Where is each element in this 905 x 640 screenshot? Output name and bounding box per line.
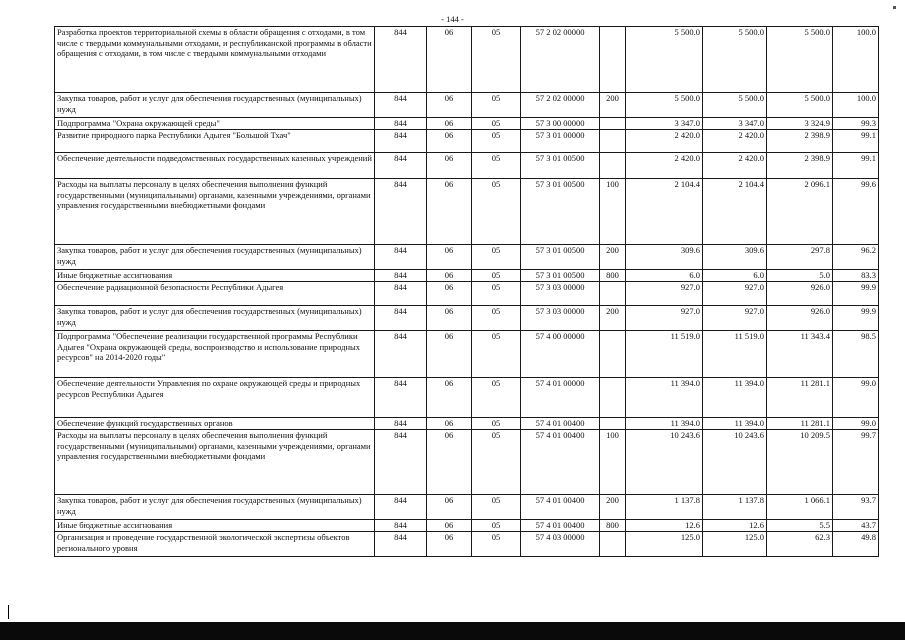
row-name: Обеспечение радиационной безопасности Республики Адыгея — [55, 282, 375, 306]
subsection-code: 05 — [472, 495, 521, 520]
target-item-code: 57 3 01 00500 — [521, 270, 600, 282]
plan-amount-1: 927.0 — [626, 282, 703, 306]
execution-percent: 96.2 — [833, 245, 879, 270]
table-row — [55, 418, 879, 430]
row-name: Разработка проектов территориальной схемы в области обращения с отходами, в том числе с твердыми коммунальными отходами, и республиканской программы в области обращения с отходами, в том числе с твердыми коммунальными отходами — [55, 27, 375, 93]
section-code: 06 — [427, 306, 472, 331]
ministry-code: 844 — [375, 418, 427, 430]
scan-bottom-border — [0, 622, 905, 640]
row-name: Обеспечение функций государственных органов — [55, 418, 375, 430]
execution-percent: 99.9 — [833, 306, 879, 331]
execution-percent: 100.0 — [833, 93, 879, 118]
row-name: Иные бюджетные ассигнования — [55, 270, 375, 282]
row-name: Развитие природного парка Республики Адыгея "Большой Тхач" — [55, 130, 375, 153]
table-row — [55, 306, 879, 331]
subsection-code: 05 — [472, 27, 521, 93]
table-row — [55, 282, 879, 306]
expense-type-code — [600, 118, 626, 130]
actual-amount: 10 209.5 — [767, 430, 833, 495]
expense-type-code: 200 — [600, 93, 626, 118]
target-item-code: 57 2 02 00000 — [521, 27, 600, 93]
table-row — [55, 331, 879, 378]
row-name: Обеспечение деятельности подведомственных государственных казенных учреждений — [55, 153, 375, 179]
target-item-code: 57 3 01 00000 — [521, 130, 600, 153]
row-name: Закупка товаров, работ и услуг для обеспечения государственных (муниципальных) нужд — [55, 245, 375, 270]
target-item-code: 57 4 01 00000 — [521, 378, 600, 418]
execution-percent: 99.6 — [833, 179, 879, 245]
target-item-code: 57 4 03 00000 — [521, 532, 600, 557]
subsection-code: 05 — [472, 93, 521, 118]
plan-amount-1: 5 500.0 — [626, 93, 703, 118]
subsection-code: 05 — [472, 130, 521, 153]
execution-percent: 100.0 — [833, 27, 879, 93]
actual-amount: 926.0 — [767, 282, 833, 306]
section-code: 06 — [427, 130, 472, 153]
actual-amount: 297.8 — [767, 245, 833, 270]
section-code: 06 — [427, 430, 472, 495]
table-row — [55, 130, 879, 153]
ministry-code: 844 — [375, 495, 427, 520]
table-row — [55, 495, 879, 520]
actual-amount: 62.3 — [767, 532, 833, 557]
ministry-code: 844 — [375, 331, 427, 378]
plan-amount-2: 12.6 — [703, 520, 767, 532]
expense-type-code: 200 — [600, 306, 626, 331]
actual-amount: 5 500.0 — [767, 27, 833, 93]
target-item-code: 57 3 00 00000 — [521, 118, 600, 130]
row-name: Закупка товаров, работ и услуг для обеспечения государственных (муниципальных) нужд — [55, 93, 375, 118]
section-code: 06 — [427, 153, 472, 179]
target-item-code: 57 3 01 00500 — [521, 179, 600, 245]
plan-amount-2: 1 137.8 — [703, 495, 767, 520]
execution-percent: 98.5 — [833, 331, 879, 378]
actual-amount: 5.5 — [767, 520, 833, 532]
section-code: 06 — [427, 418, 472, 430]
plan-amount-2: 2 104.4 — [703, 179, 767, 245]
scan-edge-mark — [8, 605, 9, 619]
execution-percent: 99.0 — [833, 418, 879, 430]
execution-percent: 49.8 — [833, 532, 879, 557]
target-item-code: 57 4 01 00400 — [521, 430, 600, 495]
row-name: Обеспечение деятельности Управления по охране окружающей среды и природных ресурсов Республики Адыгея — [55, 378, 375, 418]
actual-amount: 926.0 — [767, 306, 833, 331]
expense-type-code — [600, 331, 626, 378]
plan-amount-1: 2 420.0 — [626, 153, 703, 179]
target-item-code: 57 4 01 00400 — [521, 520, 600, 532]
section-code: 06 — [427, 118, 472, 130]
ministry-code: 844 — [375, 93, 427, 118]
expense-type-code — [600, 418, 626, 430]
expense-type-code — [600, 130, 626, 153]
plan-amount-1: 10 243.6 — [626, 430, 703, 495]
table-row — [55, 520, 879, 532]
execution-percent: 99.1 — [833, 130, 879, 153]
plan-amount-2: 2 420.0 — [703, 130, 767, 153]
budget-table — [54, 26, 879, 557]
expense-type-code — [600, 282, 626, 306]
expense-type-code — [600, 532, 626, 557]
section-code: 06 — [427, 93, 472, 118]
table-row — [55, 179, 879, 245]
row-name: Закупка товаров, работ и услуг для обеспечения государственных (муниципальных) нужд — [55, 306, 375, 331]
plan-amount-2: 5 500.0 — [703, 93, 767, 118]
row-name: Подпрограмма "Обеспечение реализации государственной программы Республики Адыгея "Охрана окружающей среды, воспроизводство и использование природных ресурсов" на 2014-2020 годы" — [55, 331, 375, 378]
plan-amount-1: 2 104.4 — [626, 179, 703, 245]
actual-amount: 11 281.1 — [767, 378, 833, 418]
expense-type-code — [600, 378, 626, 418]
ministry-code: 844 — [375, 245, 427, 270]
ministry-code: 844 — [375, 130, 427, 153]
plan-amount-2: 927.0 — [703, 306, 767, 331]
execution-percent: 93.7 — [833, 495, 879, 520]
subsection-code: 05 — [472, 520, 521, 532]
execution-percent: 99.0 — [833, 378, 879, 418]
row-name: Расходы на выплаты персоналу в целях обеспечения выполнения функций государственными (муниципальными) органами, казенными учреждениями, органами управления государственными внебюджетными фондами — [55, 179, 375, 245]
ministry-code: 844 — [375, 179, 427, 245]
ministry-code: 844 — [375, 520, 427, 532]
expense-type-code: 100 — [600, 179, 626, 245]
target-item-code: 57 4 00 00000 — [521, 331, 600, 378]
section-code: 06 — [427, 179, 472, 245]
execution-percent: 99.1 — [833, 153, 879, 179]
table-row — [55, 245, 879, 270]
expense-type-code — [600, 27, 626, 93]
table-row — [55, 378, 879, 418]
section-code: 06 — [427, 520, 472, 532]
ministry-code: 844 — [375, 282, 427, 306]
plan-amount-2: 11 394.0 — [703, 378, 767, 418]
execution-percent: 99.3 — [833, 118, 879, 130]
plan-amount-2: 5 500.0 — [703, 27, 767, 93]
section-code: 06 — [427, 532, 472, 557]
subsection-code: 05 — [472, 245, 521, 270]
actual-amount: 1 066.1 — [767, 495, 833, 520]
plan-amount-2: 10 243.6 — [703, 430, 767, 495]
section-code: 06 — [427, 282, 472, 306]
plan-amount-1: 309.6 — [626, 245, 703, 270]
target-item-code: 57 3 03 00000 — [521, 306, 600, 331]
actual-amount: 2 398.9 — [767, 153, 833, 179]
actual-amount: 5.0 — [767, 270, 833, 282]
table-row — [55, 270, 879, 282]
expense-type-code: 100 — [600, 430, 626, 495]
target-item-code: 57 3 03 00000 — [521, 282, 600, 306]
section-code: 06 — [427, 245, 472, 270]
plan-amount-2: 309.6 — [703, 245, 767, 270]
plan-amount-1: 2 420.0 — [626, 130, 703, 153]
execution-percent: 99.7 — [833, 430, 879, 495]
actual-amount: 3 324.9 — [767, 118, 833, 130]
plan-amount-1: 5 500.0 — [626, 27, 703, 93]
plan-amount-1: 11 394.0 — [626, 418, 703, 430]
table-row — [55, 27, 879, 93]
row-name: Расходы на выплаты персоналу в целях обеспечения выполнения функций государственными (муниципальными) органами, казенными учреждениями, органами управления государственными внебюджетными фондами — [55, 430, 375, 495]
expense-type-code: 200 — [600, 495, 626, 520]
expense-type-code — [600, 153, 626, 179]
subsection-code: 05 — [472, 153, 521, 179]
subsection-code: 05 — [472, 270, 521, 282]
section-code: 06 — [427, 27, 472, 93]
ministry-code: 844 — [375, 270, 427, 282]
ministry-code: 844 — [375, 430, 427, 495]
section-code: 06 — [427, 495, 472, 520]
plan-amount-1: 927.0 — [626, 306, 703, 331]
row-name: Иные бюджетные ассигнования — [55, 520, 375, 532]
ministry-code: 844 — [375, 118, 427, 130]
row-name: Организация и проведение государственной экологической экспертизы объектов регионального уровня — [55, 532, 375, 557]
actual-amount: 11 281.1 — [767, 418, 833, 430]
subsection-code: 05 — [472, 118, 521, 130]
table-row — [55, 430, 879, 495]
table-row — [55, 153, 879, 179]
plan-amount-1: 6.0 — [626, 270, 703, 282]
page-number: - 144 - — [441, 14, 464, 24]
subsection-code: 05 — [472, 282, 521, 306]
subsection-code: 05 — [472, 430, 521, 495]
section-code: 06 — [427, 270, 472, 282]
row-name: Закупка товаров, работ и услуг для обеспечения государственных (муниципальных) нужд — [55, 495, 375, 520]
ministry-code: 844 — [375, 306, 427, 331]
actual-amount: 2 096.1 — [767, 179, 833, 245]
plan-amount-2: 11 519.0 — [703, 331, 767, 378]
target-item-code: 57 3 01 00500 — [521, 245, 600, 270]
subsection-code: 05 — [472, 532, 521, 557]
subsection-code: 05 — [472, 418, 521, 430]
target-item-code: 57 2 02 00000 — [521, 93, 600, 118]
plan-amount-2: 3 347.0 — [703, 118, 767, 130]
section-code: 06 — [427, 378, 472, 418]
plan-amount-2: 6.0 — [703, 270, 767, 282]
plan-amount-2: 11 394.0 — [703, 418, 767, 430]
target-item-code: 57 4 01 00400 — [521, 418, 600, 430]
subsection-code: 05 — [472, 331, 521, 378]
plan-amount-2: 927.0 — [703, 282, 767, 306]
subsection-code: 05 — [472, 378, 521, 418]
expense-type-code: 200 — [600, 245, 626, 270]
actual-amount: 11 343.4 — [767, 331, 833, 378]
actual-amount: 2 398.9 — [767, 130, 833, 153]
scan-speck — [893, 6, 896, 9]
plan-amount-2: 2 420.0 — [703, 153, 767, 179]
ministry-code: 844 — [375, 532, 427, 557]
execution-percent: 83.3 — [833, 270, 879, 282]
subsection-code: 05 — [472, 306, 521, 331]
ministry-code: 844 — [375, 378, 427, 418]
target-item-code: 57 4 01 00400 — [521, 495, 600, 520]
ministry-code: 844 — [375, 27, 427, 93]
ministry-code: 844 — [375, 153, 427, 179]
expense-type-code: 800 — [600, 520, 626, 532]
table-row — [55, 93, 879, 118]
execution-percent: 43.7 — [833, 520, 879, 532]
table-row — [55, 532, 879, 557]
plan-amount-1: 1 137.8 — [626, 495, 703, 520]
expense-type-code: 800 — [600, 270, 626, 282]
target-item-code: 57 3 01 00500 — [521, 153, 600, 179]
execution-percent: 99.9 — [833, 282, 879, 306]
plan-amount-1: 3 347.0 — [626, 118, 703, 130]
subsection-code: 05 — [472, 179, 521, 245]
plan-amount-1: 12.6 — [626, 520, 703, 532]
plan-amount-1: 11 394.0 — [626, 378, 703, 418]
actual-amount: 5 500.0 — [767, 93, 833, 118]
plan-amount-2: 125.0 — [703, 532, 767, 557]
plan-amount-1: 11 519.0 — [626, 331, 703, 378]
table-row — [55, 118, 879, 130]
row-name: Подпрограмма "Охрана окружающей среды" — [55, 118, 375, 130]
plan-amount-1: 125.0 — [626, 532, 703, 557]
section-code: 06 — [427, 331, 472, 378]
